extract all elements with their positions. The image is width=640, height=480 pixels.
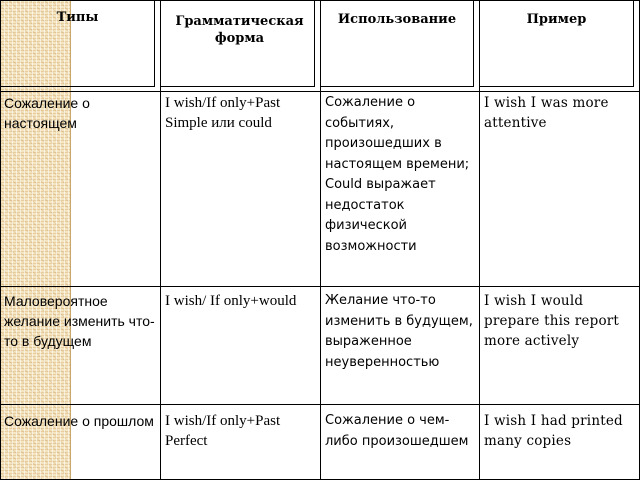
header-form-label: Грамматическая форма <box>175 14 304 46</box>
row2-form: I wish/ If only+would <box>165 293 297 309</box>
row3-type: Сожаление о прошлом <box>4 413 154 429</box>
row1-form: I wish/If only+Past Simple или could <box>165 95 281 131</box>
header-example <box>480 1 633 86</box>
row1-type: Сожаление о настоящем <box>4 95 90 131</box>
row3-example: I wish I had printed many copies <box>484 413 623 449</box>
row3-usage: Сожаление о чем-либо произошедшем <box>325 413 469 449</box>
header-usage <box>321 1 473 86</box>
header-types-label: Типы <box>56 10 99 25</box>
header-types <box>1 1 154 86</box>
header-form <box>161 1 314 86</box>
header-example-label: Пример <box>526 12 587 27</box>
row1-example: I wish I was more attentive <box>484 95 609 131</box>
row2-type: Маловероятное желание изменить что-то в будущем <box>4 293 155 349</box>
row1-usage: Сожаление о событиях, произошедших в настоящем времени; Could выражает недостаток физической возможности <box>325 95 470 254</box>
header-usage-label: Использование <box>337 12 457 27</box>
row2-example: I wish I would prepare this report more actively <box>484 293 620 349</box>
row2-usage: Желание что-то изменить в будущем, выраженное неуверенностью <box>325 293 473 370</box>
row3-form: I wish/If only+Past Perfect <box>165 413 281 449</box>
